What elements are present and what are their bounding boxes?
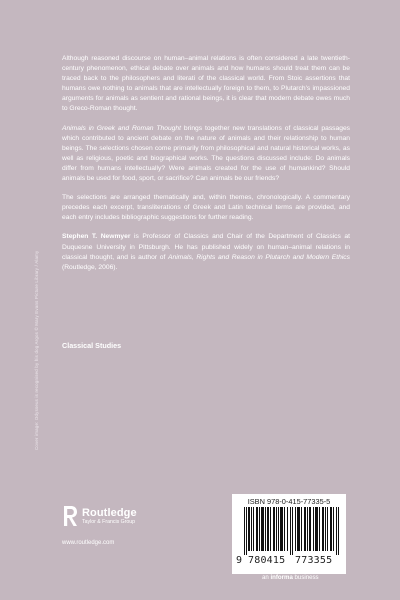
informa-business-tagline [262,574,319,581]
subject-category: Classical Studies [62,341,122,350]
informa-prefix: an [262,574,271,581]
informa-brand: informa [270,574,293,581]
publisher-group: Taylor & Francis Group [82,519,136,525]
author-name: Stephen T. Newmyer [62,233,131,241]
blurb-text [62,54,350,282]
book-title-italic: Animals in Greek and Roman Thought [62,124,181,132]
routledge-r-icon [62,505,78,527]
blurb-contents-text: brings together new translations of classical passages which contributed to ancient debate on the nature of animals and their relationship to human beings. The selections chosen come primarily from philosophical and natural historical works, as well as religious, poetic and biographical works. The questions discussed include: Do animals differ from humans intellectually? Were animals created for the use of humankind? Should animals be used for food, sport, or sacrifice? Can animals be our friends? [62,124,351,183]
informa-suffix: business [292,574,319,581]
author-bio [62,232,350,272]
barcode-digit-group-1: 780415 [248,555,286,566]
publisher-wordmark [82,507,137,525]
blurb-paragraph-intro: Although reasoned discourse on human–animal relations is often considered a late twentieth-century phenomenon, ethical debate over animals and how humans should treat them can be traced back to the philosophers and literati of the classical world. From Stoic assertions that humans owe nothing to animals that are intellectually foreign to them, to Plutarch's impassioned arguments for animals as sentient and rational beings, it is clear that modern debate owes much to Greco-Roman thought. [62,55,350,113]
barcode-bars [244,507,340,555]
publisher-logo [62,505,137,527]
author-bio-text: is Professor of Classics and Chair of the Department of Classics at Duquesne University in Pittsburgh. He has published widely on human–animal relations in classical thought, and is author of [62,233,350,261]
blurb-paragraph-arrangement: The selections are arranged thematically and, within themes, chronologically. A commentary precedes each excerpt, transliterations of Greek and Latin technical terms are provided, and each entry includes bibliographic suggestions for further reading. [62,194,350,222]
publisher-name: Routledge [82,507,137,519]
blurb-paragraph-contents [62,124,350,185]
cover-image-credit: Cover image: Odysseus is recognised by his dog Argos © Mary Evans Picture Library / Alamy [34,250,39,450]
isbn-barcode [232,494,346,574]
author-previous-book: Animals, Rights and Reason in Plutarch and Modern Ethics [168,253,350,261]
barcode-digit-first: 9 [236,555,243,566]
publisher-website: www.routledge.com [62,540,115,546]
barcode-digit-group-2: 773355 [295,555,333,566]
isbn-label: ISBN 978-0-415-77335-5 [247,497,331,506]
author-bio-end: (Routledge, 2006). [62,263,118,271]
